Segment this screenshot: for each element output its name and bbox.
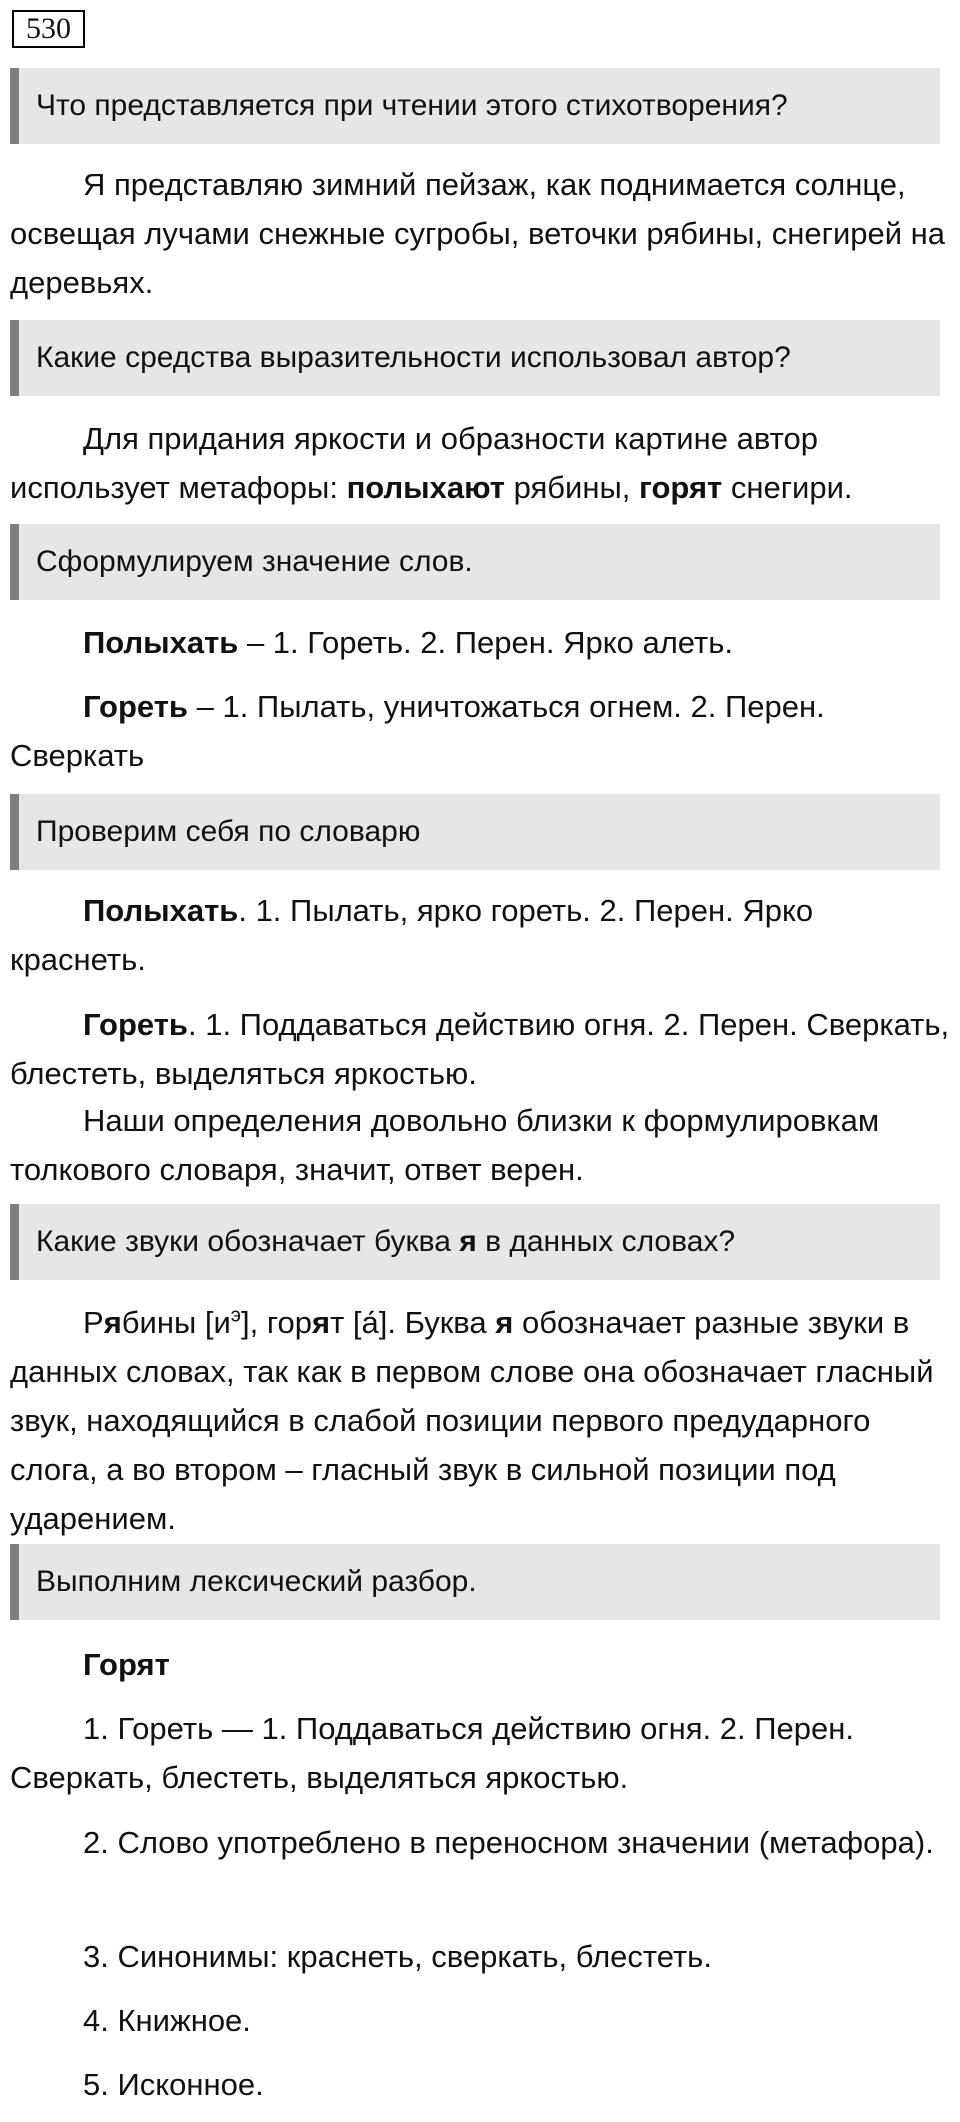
definition-2: Гореть – 1. Пылать, уничтожаться огнем. 2. Перен. Сверкать bbox=[10, 689, 825, 773]
dictionary-definition-1: Полыхать. 1. Пылать, ярко гореть. 2. Перен. Ярко краснеть. bbox=[10, 893, 814, 977]
question-heading-1: Что представляется при чтении этого стихотворения? bbox=[10, 68, 940, 144]
question-heading-6: Выполним лексический разбор. bbox=[10, 1544, 940, 1620]
analysis-item-1: 1. Гореть — 1. Поддаваться действию огня. 2. Перен. Сверкать, блестеть, выделяться яркостью. bbox=[10, 1711, 854, 1795]
bold-word: горят bbox=[638, 470, 723, 505]
dictionary-definition-2: Гореть. 1. Поддаваться действию огня. 2. Перен. Сверкать, блестеть, выделяться яркостью. bbox=[10, 1007, 950, 1091]
task-number: 530 bbox=[12, 10, 85, 48]
answer-paragraph-1: Я представляю зимний пейзаж, как поднимается солнце, освещая лучами снежные сугробы, веточки рябины, снегирей на деревьях. bbox=[10, 167, 946, 300]
analysis-item-4: 4. Книжное. bbox=[83, 2003, 251, 2038]
analysis-item-3: 3. Синонимы: краснеть, сверкать, блестеть. bbox=[83, 1939, 712, 1974]
answer-paragraph-2: Для придания яркости и образности картине автор использует метафоры: полыхают рябины, горят снегири. bbox=[10, 421, 853, 505]
answer-paragraph-5: Рябины $[и^э]$, горят [а́]. Буква я обозначает разные звуки в данных словах, так как в первом слове она обозначает гласный звук, находящийся в слабой позиции первого предударного слога, а во втором – гласный звук в сильной позиции под ударением. bbox=[10, 1304, 934, 1536]
question-heading-3: Сформулируем значение слов. bbox=[10, 524, 940, 600]
defined-word: Гореть bbox=[83, 1007, 188, 1042]
conclusion-paragraph: Наши определения довольно близки к формулировкам толкового словаря, значит, ответ верен. bbox=[10, 1103, 880, 1187]
definition-1: Полыхать – 1. Гореть. 2. Перен. Ярко алеть. bbox=[83, 625, 733, 660]
analysis-word: Горят bbox=[83, 1647, 170, 1682]
defined-word: Гореть bbox=[83, 689, 188, 724]
bold-letter: я bbox=[459, 1225, 477, 1258]
question-heading-4: Проверим себя по словарю bbox=[10, 794, 940, 870]
question-heading-5: Какие звуки обозначает буква я в данных словах? bbox=[10, 1204, 940, 1280]
defined-word: Полыхать bbox=[83, 893, 239, 928]
defined-word: Полыхать bbox=[83, 625, 239, 660]
analysis-item-5: 5. Исконное. bbox=[83, 2067, 264, 2102]
question-heading-2: Какие средства выразительности использовал автор? bbox=[10, 320, 940, 396]
bold-word: полыхают bbox=[346, 470, 505, 505]
analysis-item-2: 2. Слово употреблено в переносном значении (метафора). bbox=[83, 1825, 934, 1860]
